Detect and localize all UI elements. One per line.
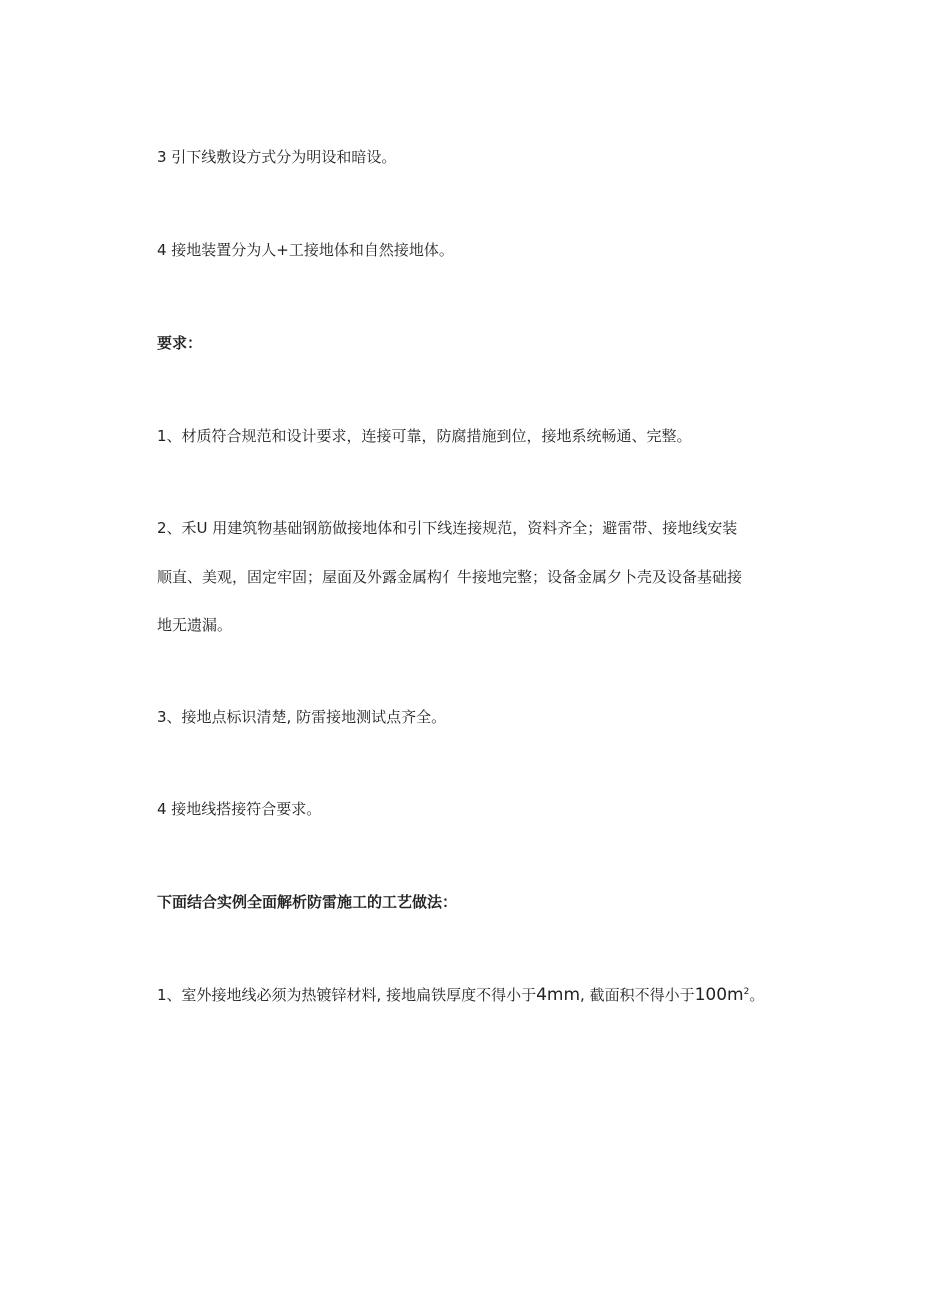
method-1-prefix: 1、室外接地线必须为热镀锌材料, 接地扁铁厚度不得小于 [157,986,537,1004]
method-1-end: 。 [749,986,765,1004]
requirement-2-line-2: 顺直、美观，固定牢固；屋面及外露金属构亻牛接地完整；设备金属夕卜壳及设备基础接 [157,568,743,586]
method-1-area: 100m [694,985,744,1005]
method-1 [157,985,764,1005]
method-1-mid: , 截面积不得小于 [580,986,695,1004]
requirement-2-line-1: 2、禾U 用建筑物基础钢筋做接地体和引下线连接规范，资料齐全；避雷带、接地线安装 [157,519,738,537]
requirement-1: 1、材质符合规范和设计要求，连接可靠，防腐措施到位，接地系统畅通、完整。 [157,427,692,445]
text-line-grounding-device: 4 接地装置分为人+工接地体和自然接地体。 [157,241,454,259]
method-1-superscript: 2 [743,987,750,997]
requirement-2-line-3: 地无遗漏。 [157,616,233,634]
requirement-4: 4 接地线搭接符合要求。 [157,800,322,818]
method-1-thickness: 4mm [536,985,581,1005]
text-line-downlead: 3 引下线敷设方式分为明设和暗设。 [157,148,397,166]
heading-requirements: 要求： [157,334,203,352]
requirement-3: 3、接地点标识清楚, 防雷接地测试点齐全。 [157,708,447,726]
heading-construction-methods: 下面结合实例全面解析防雷施工的工艺做法： [157,893,458,911]
